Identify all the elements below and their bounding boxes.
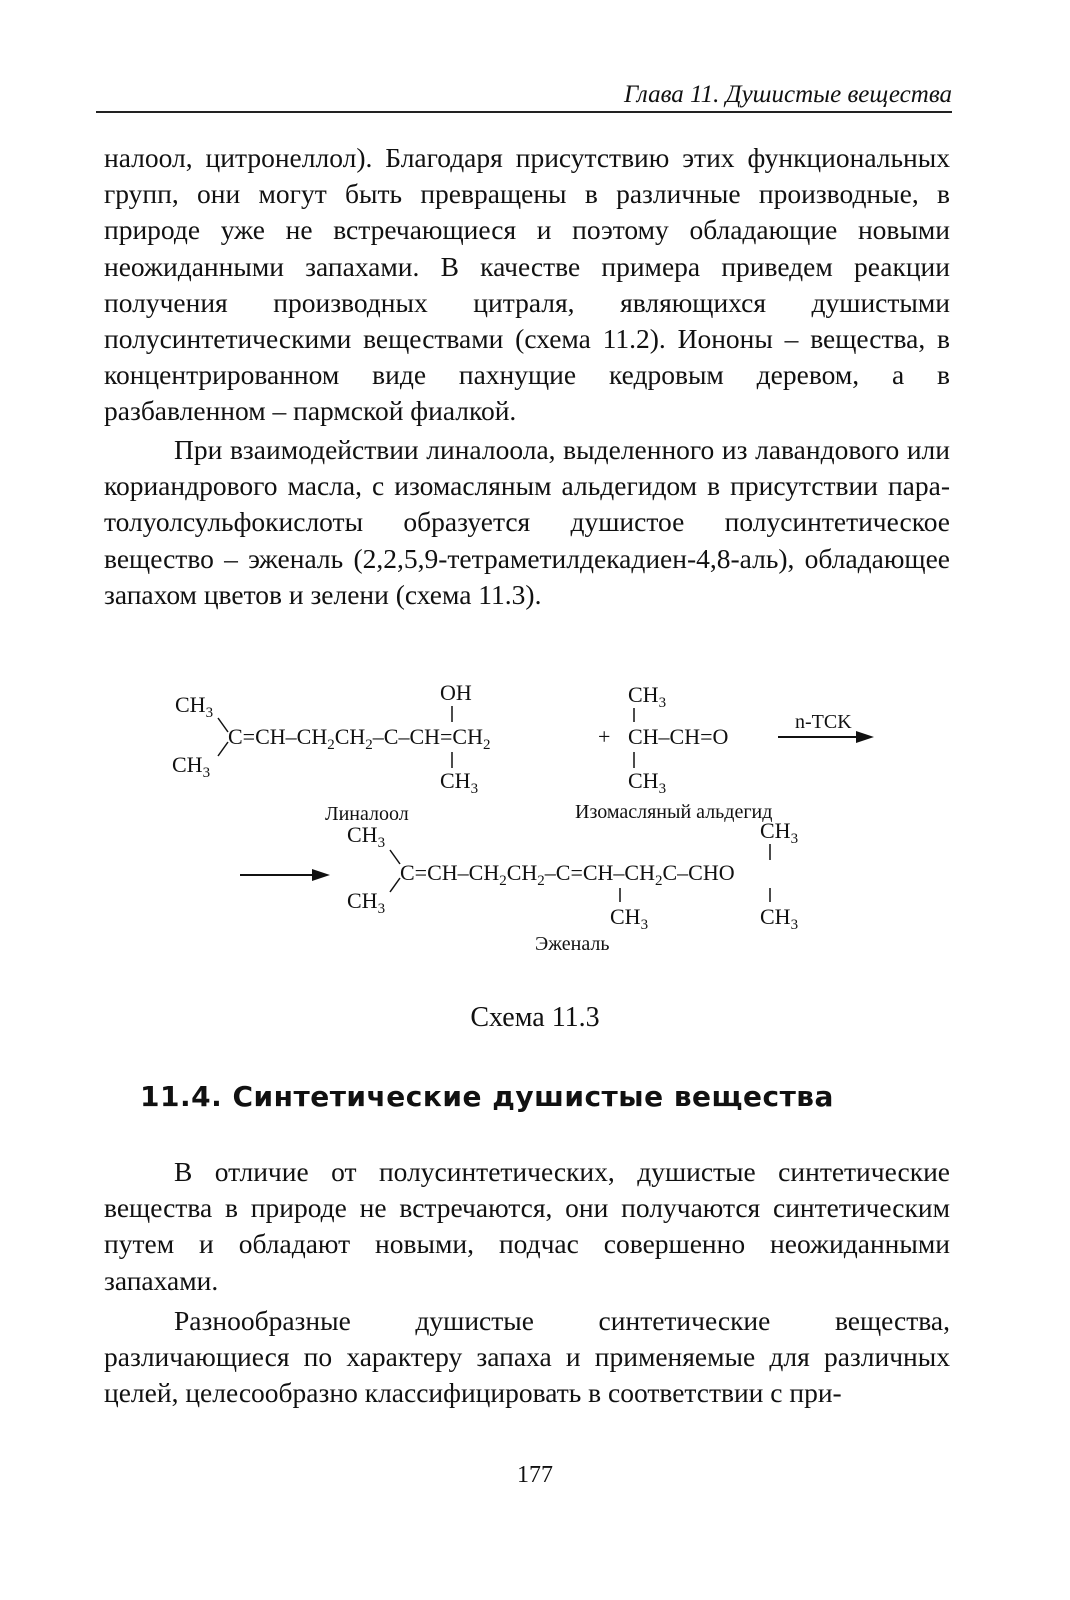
linalool-oh: OH [440, 680, 472, 705]
label-isobutyraldehyde: Изомасляный альдегид [575, 801, 773, 823]
section-text-2 [104, 1303, 950, 1412]
body-text-middle [104, 432, 950, 613]
paragraph-4: Разнообразные душистые синтетические вещества, различающиеся по характеру запаха и применяемые для различных целей, целесообразно классифицировать в соответствии с при- [104, 1305, 950, 1409]
ejenal-ch3-quat-bottom: $CH_3$ [760, 904, 799, 933]
ejenal-ch3-top: $CH_3$ [347, 822, 386, 851]
isobutyraldehyde-structure [575, 682, 772, 823]
reaction-scheme [150, 670, 910, 970]
ejenal-ch3-quat-top: $CH_3$ [760, 818, 799, 847]
isobutyr-chain: CH–CH=O [628, 724, 729, 749]
linalool-ch3-top: $CH_3$ [175, 692, 214, 721]
section-text-1 [104, 1154, 950, 1299]
plus-sign: + [598, 724, 611, 749]
ejenal-structure [347, 818, 798, 955]
linalool-chain: $C=CH-CH_2CH_2-C-CH=CH_2$ [228, 724, 491, 753]
paragraph-1: налоол, цитронеллол). Благодаря присутствию этих функциональных групп, они могут быть превращены в различные производные, в природе уже не встречающиеся и поэтому обладающие новыми неожиданными запахами. В качестве примера приведем реакции получения производных цитраля, являющихся душистыми полусинтетическими веществами (схема 11.2). Иононы – вещества, в концентрированном виде пахнущие кедровым деревом, а в разбавленном – пармской фиалкой. [104, 142, 950, 427]
linalool-structure [172, 680, 491, 825]
catalyst-label: n-TCK [795, 711, 852, 733]
paragraph-2: При взаимодействии линалоола, выделенного из лавандового или кориандрового масла, с изомасляным альдегидом в присутствии пара-толуолсульфокислоты образуется душистое полусинтетическое вещество – эженаль (2,2,5,9-тетраметилдекадиен-4,8-аль), обладающее запахом цветов и зелени (схема 11.3). [104, 434, 950, 610]
isobutyr-ch3-bottom: $CH_3$ [628, 768, 667, 797]
ejenal-chain: $C=CH-CH_2CH_2-C=CH-CH_2C$–CHO [400, 860, 735, 889]
paragraph-3: В отличие от полусинтетических, душистые синтетические вещества в природе не встречаются, они получаются синтетическим путем и обладают новыми, подчас совершенно неожиданными запахами. [104, 1156, 950, 1296]
header-rule [96, 111, 952, 113]
linalool-ch3-bottom: $CH_3$ [172, 752, 211, 781]
section-heading: 11.4. Синтетические душистые вещества [140, 1080, 834, 1113]
ejenal-ch3-bottom: $CH_3$ [347, 888, 386, 917]
label-ejenal: Эженаль [535, 933, 610, 955]
isobutyr-ch3-top: $CH_3$ [628, 682, 667, 711]
body-text-top [104, 140, 950, 430]
page-number: 177 [517, 1462, 553, 1488]
running-header: Глава 11. Душистые вещества [623, 81, 952, 108]
linalool-ch3-branch: $CH_3$ [440, 768, 479, 797]
scheme-caption: Схема 11.3 [470, 1002, 600, 1033]
ejenal-ch3-mid: $CH_3$ [610, 904, 649, 933]
label-linalool: Линалоол [325, 803, 409, 825]
